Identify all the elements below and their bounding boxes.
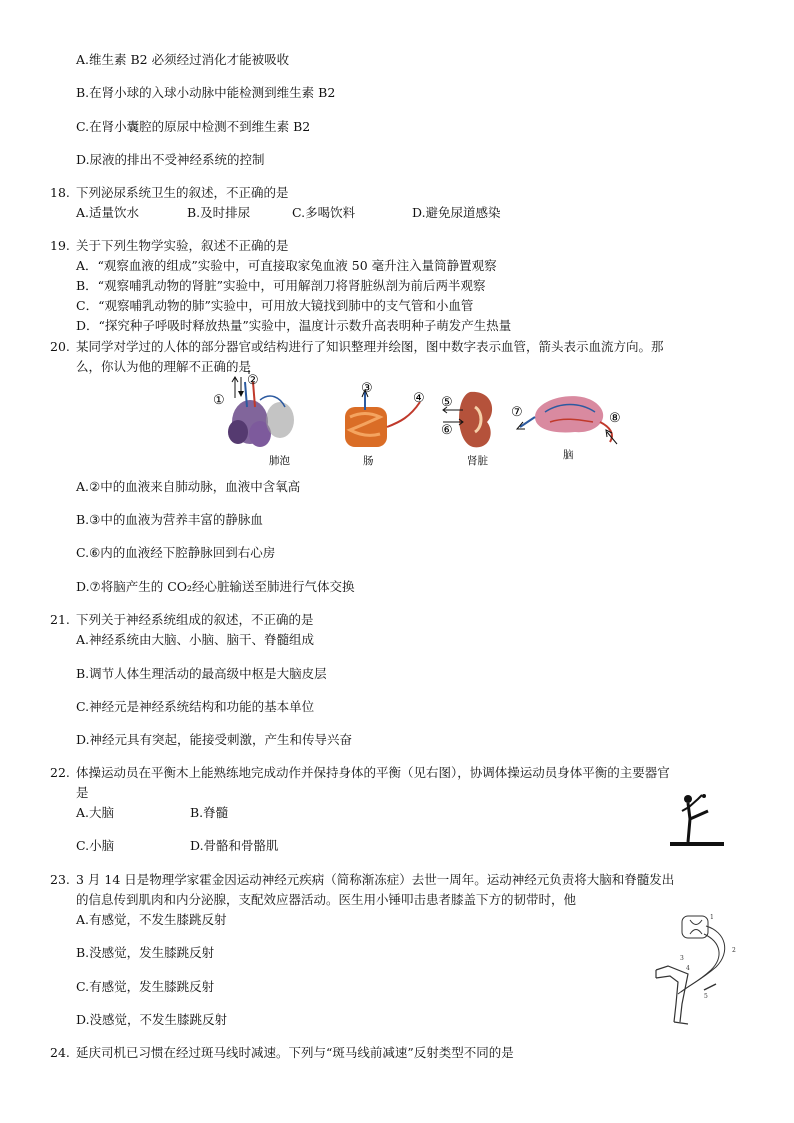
q17-option-c: C.在肾小囊腔的原尿中检测不到维生素 B2 (76, 119, 311, 134)
label-1: ① (213, 393, 225, 408)
q20-option-a: A.②中的血液来自肺动脉，血液中含氧高 (76, 479, 301, 494)
q21-option-d: D.神经元具有突起，能接受刺激，产生和传导兴奋 (76, 732, 353, 747)
caption-intestine: 肠 (363, 455, 374, 467)
q23-option-d: D.没感觉，不发生膝跳反射 (76, 1012, 228, 1027)
q23-stem-line1: 3 月 14 日是物理学家霍金因运动神经元疾病（简称渐冻症）去世一周年。运动神经元负责将大脑和脊髓发出 (76, 872, 675, 887)
q22-option-b: B.脊髓 (190, 805, 229, 820)
reflex-label-1: 1 (710, 914, 714, 921)
q21-stem: 下列关于神经系统组成的叙述，不正确的是 (76, 612, 314, 627)
q19-option-a: A．“观察血液的组成”实验中，可直接取家兔血液 50 毫升注入量筒静置观察 (76, 258, 497, 273)
q20-option-b: B.③中的血液为营养丰富的静脉血 (76, 512, 263, 527)
label-7: ⑦ (511, 405, 523, 420)
q21-option-c: C.神经元是神经系统结构和功能的基本单位 (76, 699, 315, 714)
brain-drawing (517, 396, 617, 444)
q24-stem: 延庆司机已习惯在经过斑马线时减速。下列与“斑马线前减速”反射类型不同的是 (76, 1045, 514, 1060)
q21-option-b: B.调节人体生理活动的最高级中枢是大脑皮层 (76, 666, 327, 681)
q22-number: 22. (50, 765, 70, 780)
q20-stem-line2: 么，你认为他的理解不正确的是 (76, 359, 252, 374)
q18-option-c: C.多喝饮料 (292, 205, 356, 220)
q19-number: 19. (50, 238, 70, 253)
caption-lung: 肺泡 (269, 455, 290, 467)
q23-stem-line2: 的信息传到肌肉和内分泌腺，支配效应器活动。医生用小锤叩击患者膝盖下方的韧带时，他 (76, 892, 577, 907)
reflex-label-5: 5 (704, 993, 708, 1000)
q20-figure (205, 372, 635, 466)
q20-option-d: D.⑦将脑产生的 CO₂经心脏输送至肺进行气体交换 (76, 579, 355, 594)
reflex-label-4: 4 (686, 965, 690, 972)
q22-option-a: A.大脑 (76, 805, 115, 820)
q23-option-b: B.没感觉，发生膝跳反射 (76, 945, 215, 960)
q24-number: 24. (50, 1045, 70, 1060)
q18-option-d: D.避免尿道感染 (412, 205, 501, 220)
q17-option-a: A.维生素 B2 必须经过消化才能被吸收 (76, 52, 290, 67)
reflex-label-2: 2 (732, 947, 736, 954)
intestine-drawing (345, 390, 420, 447)
q18-option-b: B.及时排尿 (187, 205, 251, 220)
q17-option-b: B.在肾小球的入球小动脉中能检测到维生素 B2 (76, 85, 336, 100)
q22-stem-line2: 是 (76, 785, 89, 800)
q18-stem: 下列泌尿系统卫生的叙述，不正确的是 (76, 185, 289, 200)
q20-number: 20. (50, 339, 70, 354)
q19-option-d: D．“探究种子呼吸时释放热量”实验中，温度计示数升高表明种子萌发产生热量 (76, 318, 512, 333)
q21-number: 21. (50, 612, 70, 627)
caption-kidney: 肾脏 (467, 455, 488, 467)
label-8: ⑧ (609, 411, 621, 426)
gymnast-on-beam-figure (668, 793, 728, 849)
q20-option-c: C.⑥内的血液经下腔静脉回到右心房 (76, 545, 276, 560)
q23-option-a: A.有感觉，不发生膝跳反射 (76, 912, 227, 927)
q22-option-d: D.骨骼和骨骼肌 (190, 838, 279, 853)
q19-stem: 关于下列生物学实验，叙述不正确的是 (76, 238, 289, 253)
q18-option-a: A.适量饮水 (76, 205, 140, 220)
label-6: ⑥ (441, 423, 453, 438)
q18-number: 18. (50, 185, 70, 200)
label-2: ② (247, 373, 259, 388)
reflex-label-3: 3 (680, 955, 684, 962)
q22-option-c: C.小脑 (76, 838, 115, 853)
q19-option-c: C．“观察哺乳动物的肺”实验中，可用放大镜找到肺中的支气管和小血管 (76, 298, 474, 313)
label-5: ⑤ (441, 395, 453, 410)
knee-jerk-reflex-figure (646, 912, 746, 1028)
label-3: ③ (361, 381, 373, 396)
q19-option-b: B．“观察哺乳动物的肾脏”实验中，可用解剖刀将肾脏纵剖为前后两半观察 (76, 278, 486, 293)
q17-option-d: D.尿液的排出不受神经系统的控制 (76, 152, 265, 167)
caption-brain: 脑 (563, 449, 574, 461)
q23-option-c: C.有感觉，发生膝跳反射 (76, 979, 215, 994)
q20-stem-line1: 某同学对学过的人体的部分器官或结构进行了知识整理并绘图，图中数字表示血管，箭头表示血流方向。那 (76, 339, 664, 354)
q21-option-a: A.神经系统由大脑、小脑、脑干、脊髓组成 (76, 632, 315, 647)
q23-number: 23. (50, 872, 70, 887)
q22-stem-line1: 体操运动员在平衡木上能熟练地完成动作并保持身体的平衡（见右图），协调体操运动员身体平衡的主要器官 (76, 765, 670, 780)
label-4: ④ (413, 391, 425, 406)
